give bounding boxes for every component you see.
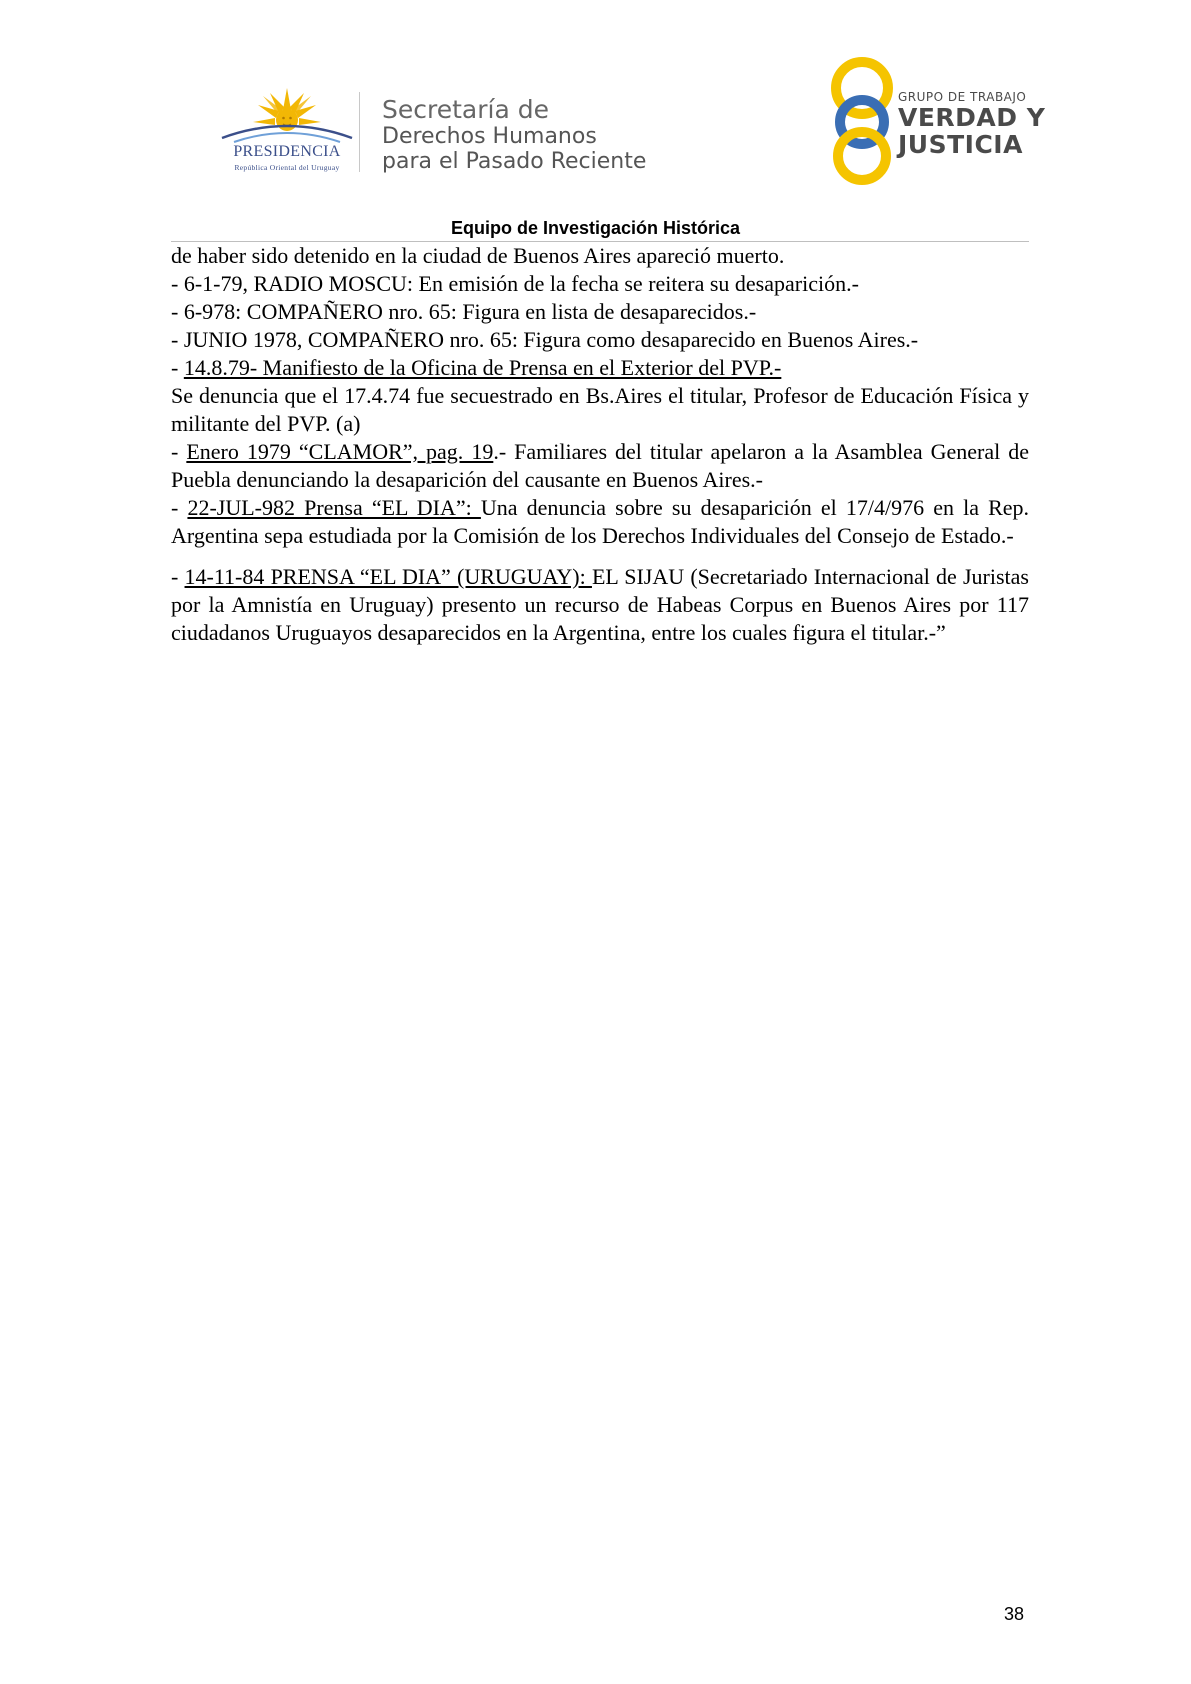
document-body <box>171 242 1029 647</box>
p7-rest: .- Familiares del titular apelaron a la Asamblea General de Puebla denunciando la desaparición del causante en Buenos Aires.- <box>171 439 1030 492</box>
vyj-line-1: VERDAD Y <box>898 103 1046 132</box>
p8-underlined: 22-JUL-982 Prensa “EL DIA”: <box>187 495 481 520</box>
header-divider <box>359 92 360 172</box>
vyj-small-text: GRUPO DE TRABAJO <box>898 90 1027 104</box>
paragraph-8 <box>171 494 1029 550</box>
interlocked-rings-icon <box>822 56 902 186</box>
p8-prefix: - <box>171 495 188 520</box>
sun-emblem-icon <box>212 86 362 146</box>
p9-prefix: - <box>171 564 185 589</box>
presidencia-word: PRESIDENCIA <box>233 143 341 160</box>
verdad-justicia-logo <box>822 56 902 186</box>
presidencia-logo <box>212 86 362 176</box>
p7-prefix: - <box>171 439 187 464</box>
page-number: 38 <box>1004 1604 1025 1624</box>
paragraph-4: - JUNIO 1978, COMPAÑERO nro. 65: Figura como desaparecido en Buenos Aires.- <box>171 327 919 352</box>
paragraph-1: de haber sido detenido en la ciudad de Buenos Aires apareció muerto. <box>171 243 785 268</box>
paragraph-6: Se denuncia que el 17.4.74 fue secuestrado en Bs.Aires el titular, Profesor de Educación Física y militante del PVP. (a) <box>171 383 1029 436</box>
secretaria-line-2: Derechos Humanos <box>382 124 597 149</box>
vyj-line-2: JUSTICIA <box>898 130 1023 159</box>
presidencia-subtitle: República Oriental del Uruguay <box>234 163 340 172</box>
secretaria-line-1: Secretaría de <box>382 95 549 124</box>
p5-underlined: 14.8.79- Manifiesto de la Oficina de Prensa en el Exterior del PVP.- <box>183 355 782 380</box>
paragraph-7 <box>171 438 1029 494</box>
department-heading: Equipo de Investigación Histórica <box>450 218 741 238</box>
p9-rest: EL SIJAU (Secretariado Internacional de Juristas por la Amnistía en Uruguay) presento un recurso de Habeas Corpus en Buenos Aires por 117 ciudadanos Uruguayos desaparecidos en la Argentina, entre los cuales figura el titular.-” <box>171 564 1029 645</box>
paragraph-5 <box>171 354 1029 382</box>
p8-rest: Una denuncia sobre su desaparición el 17/4/976 en la Rep. Argentina sepa estudiada por la Comisión de los Derechos Individuales del Consejo de Estado.- <box>171 495 1030 548</box>
p5-prefix: - <box>171 355 184 380</box>
paragraph-9 <box>171 563 1029 647</box>
verdad-justicia-wordmark <box>898 90 1045 158</box>
paragraph-2: - 6-1-79, RADIO MOSCU: En emisión de la fecha se reitera su desaparición.- <box>171 271 859 296</box>
p9-underlined: 14-11-84 PRENSA “EL DIA” (URUGUAY): <box>184 564 592 589</box>
secretaria-line-3: para el Pasado Reciente <box>382 149 647 174</box>
p7-underlined: Enero 1979 “CLAMOR”, pag. 19 <box>186 439 494 464</box>
secretaria-title <box>382 96 646 174</box>
paragraph-3: - 6-978: COMPAÑERO nro. 65: Figura en lista de desaparecidos.- <box>171 299 757 324</box>
